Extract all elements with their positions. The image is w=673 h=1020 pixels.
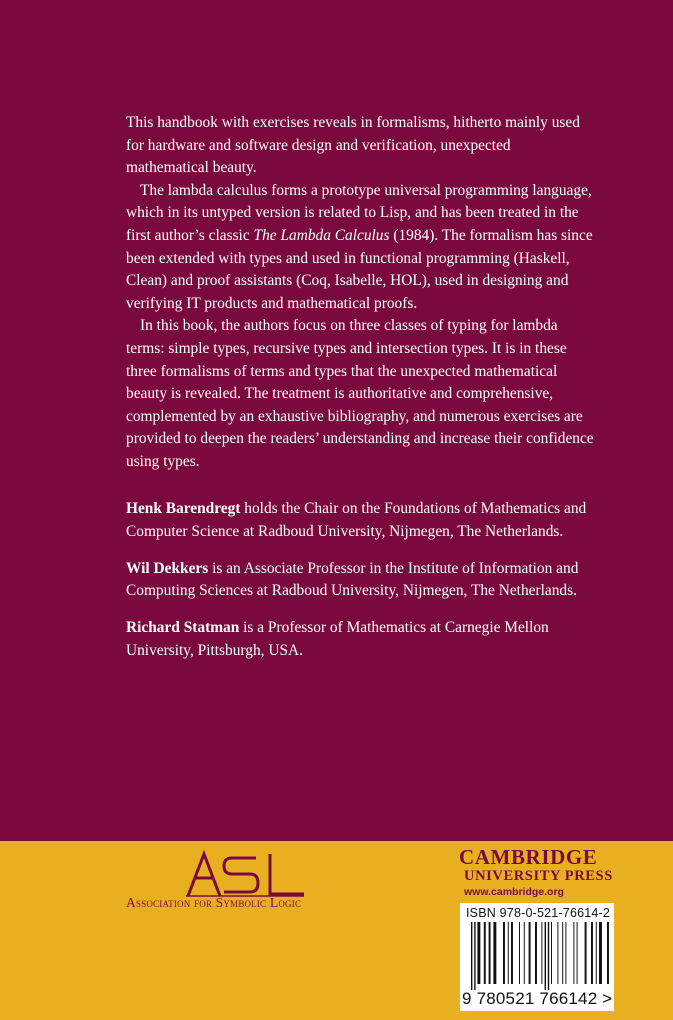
barcode-bar [524,922,525,984]
publisher-name: CAMBRIDGE [459,845,598,869]
author-bio-1 [126,498,596,543]
author-name: Wil Dekkers [126,559,209,577]
blurb-p2-text-end: (1984). The formalism has since been extended with types and used in functional programming (Haskell, Clean) and proof assistants (Coq, Isabelle, HOL), used in designing and verifying IT products and mathematical proofs. [126,226,593,312]
author-bio-2 [126,558,596,603]
barcode-bar [591,922,593,984]
blurb-paragraph-2 [126,180,596,316]
asl-logo [186,850,306,898]
barcode-bar [519,922,520,984]
barcode-bar [577,922,578,984]
barcode-bar [529,922,531,984]
blurb-paragraph-3: In this book, the authors focus on three classes of typing for lambda terms: simple types, recursive types and intersection types. It is in these three formalisms of terms and types that the unexpected mathematical beauty is revealed. The treatment is authoritative and comprehensive, complemented by an exhaustive bibliography, and numerous exercises are provided to deepen the readers’ understanding and increase their confidence using types. [126,317,594,470]
gold-footer [0,841,673,1020]
barcode-bar [599,922,602,984]
barcode-bar [484,922,486,984]
barcode [463,922,611,990]
author-bio-text: is an Associate Professor in the Institute of Information and Computing Sciences at Radboud University, Nijmegen, The Netherlands. [126,559,579,600]
barcode-bar [489,922,491,984]
barcode-bar [562,922,563,984]
barcode-bar [607,922,609,984]
barcode-bar [511,922,513,984]
barcode-bar [535,922,537,984]
author-bio-text: is a Professor of Mathematics at Carnegie Mellon University, Pittsburgh, USA. [126,619,549,659]
barcode-bar [557,922,558,984]
barcode-bar [541,922,542,984]
barcode-bar [474,922,475,990]
barcode-digits: 9 780521 766142 > [462,989,613,1008]
blurb-p2-text: The lambda calculus forms a prototype universal programming language, which in its untyped version is related to Lisp, and has been treated in the first author’s classic [126,181,592,244]
author-bio-3 [126,617,596,662]
barcode-bar [565,922,566,984]
blurb [126,112,596,663]
book-title-reference: The Lambda Calculus [253,226,390,244]
barcode-bar [573,922,574,984]
barcode-bar [477,922,480,984]
barcode-bar [493,922,496,984]
author-name: Henk Barendregt [126,500,241,517]
barcode-bar [596,922,597,984]
publisher-url: www.cambridge.org [464,886,564,898]
barcode-bar [503,922,505,984]
barcode-bar [508,922,509,984]
barcode-bar [551,922,552,984]
asl-name: Association for Symbolic Logic [126,895,302,910]
author-bio-text: holds the Chair on the Foundations of Mathematics and Computer Science at Radboud University, Nijmegen, The Netherlands. [126,500,587,540]
publisher-subtitle: UNIVERSITY PRESS [464,868,613,884]
barcode-bar [585,922,587,984]
barcode-bar [471,922,472,990]
blurb-paragraph-1: This handbook with exercises reveals in formalisms, hitherto mainly used for hardware and software design and verification, unexpected mathematical beauty. [126,114,580,177]
barcode-box [460,903,614,1011]
barcode-bar [545,922,546,990]
barcode-bar [548,922,549,990]
isbn-label: ISBN 978-0-521-76614-2 [466,906,611,920]
author-name: Richard Statman [126,619,240,637]
